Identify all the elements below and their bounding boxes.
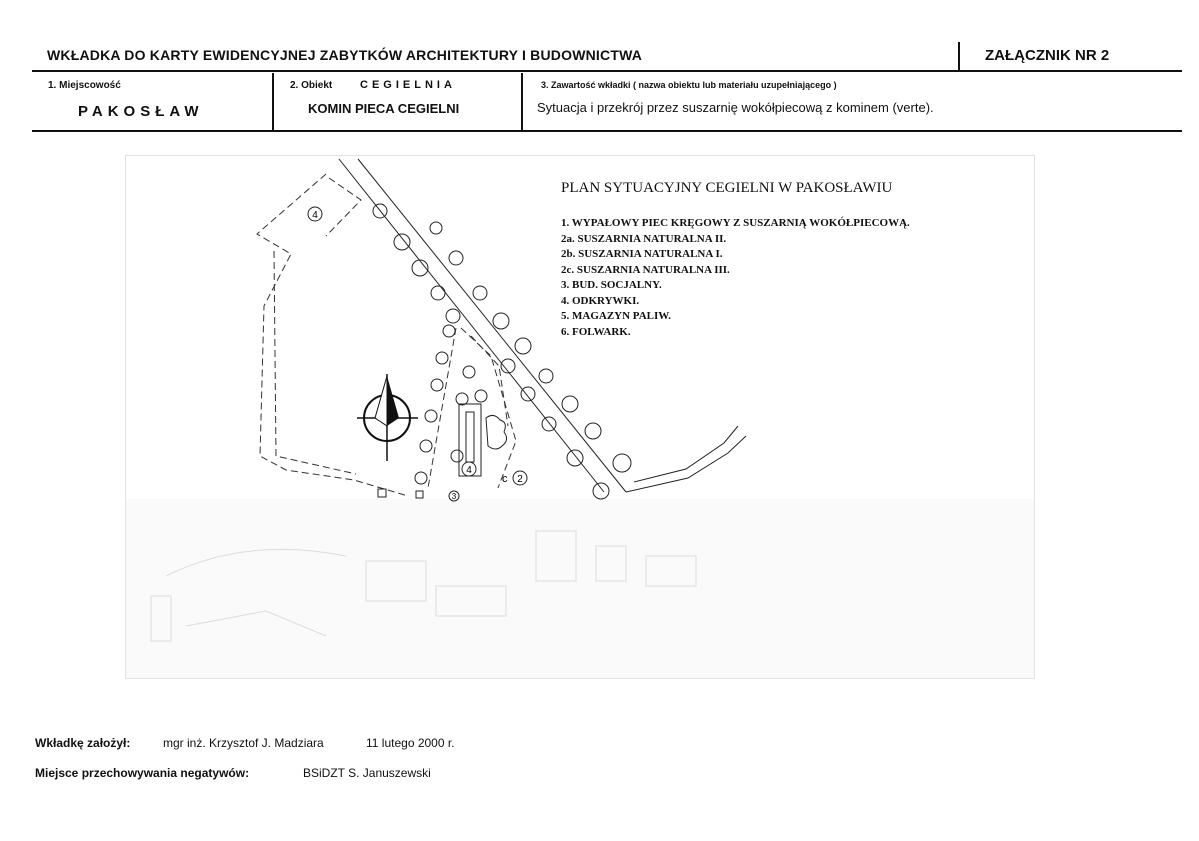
legend-item: 2b. SUSZARNIA NATURALNA I. — [561, 248, 723, 260]
marker-c: c — [502, 473, 508, 485]
field-divider-1 — [272, 73, 274, 131]
card-date: 11 lutego 2000 r. — [366, 736, 455, 750]
author-label: Wkładkę założył: — [35, 736, 131, 750]
site-plan — [125, 155, 1035, 679]
legend-item: 5. MAGAZYN PALIW. — [561, 310, 672, 322]
legend-item: 6. FOLWARK. — [561, 325, 631, 338]
fields-rule — [32, 130, 1182, 132]
legend-list — [561, 216, 910, 340]
place-value: PAKOSŁAW — [78, 103, 204, 120]
storage-value: BSiDZT S. Januszewski — [303, 766, 431, 780]
plan-title: PLAN SYTUACYJNY CEGIELNI W PAKOSŁAWIU — [561, 180, 893, 196]
marker-3: 3 — [451, 492, 457, 501]
place-label: 1. Miejscowość — [48, 80, 121, 91]
content-label: 3. Zawartość wkładki ( nazwa obiektu lub materiału uzupełniającego ) — [541, 80, 837, 90]
marker-2: 2 — [517, 474, 523, 485]
marker-4-top: 4 — [312, 210, 318, 221]
legend-item: 1. WYPAŁOWY PIEC KRĘGOWY Z SUSZARNIĄ WOKÓŁPIECOWĄ. — [561, 217, 910, 229]
plan-legend — [549, 162, 1007, 366]
object-label: 2. Obiekt — [290, 80, 333, 91]
marker-4-inner: 4 — [466, 465, 472, 476]
legend-item: 3. BUD. SOCJALNY. — [561, 279, 662, 291]
object-value: KOMIN PIECA CEGIELNI — [308, 101, 460, 116]
legend-item: 4. ODKRYWKI. — [561, 294, 640, 307]
storage-label: Miejsce przechowywania negatywów: — [35, 766, 250, 780]
annex-number: ZAŁĄCZNIK NR 2 — [985, 47, 1110, 64]
header-rule — [32, 70, 1182, 72]
content-value: Sytuacja i przekrój przez suszarnię wokółpiecową z kominem (verte). — [537, 100, 934, 115]
legend-item: 2a. SUSZARNIA NATURALNA II. — [561, 232, 727, 245]
north-arrow-icon — [357, 374, 418, 461]
author-value: mgr inż. Krzysztof J. Madziara — [163, 736, 324, 750]
object-name: CEGIELNIA — [360, 79, 456, 91]
field-divider-2 — [521, 73, 523, 131]
document-title: WKŁADKA DO KARTY EWIDENCYJNEJ ZABYTKÓW ARCHITEKTURY I BUDOWNICTWA — [47, 47, 643, 63]
header-divider — [958, 42, 960, 70]
legend-item: 2c. SUSZARNIA NATURALNA III. — [561, 263, 730, 276]
